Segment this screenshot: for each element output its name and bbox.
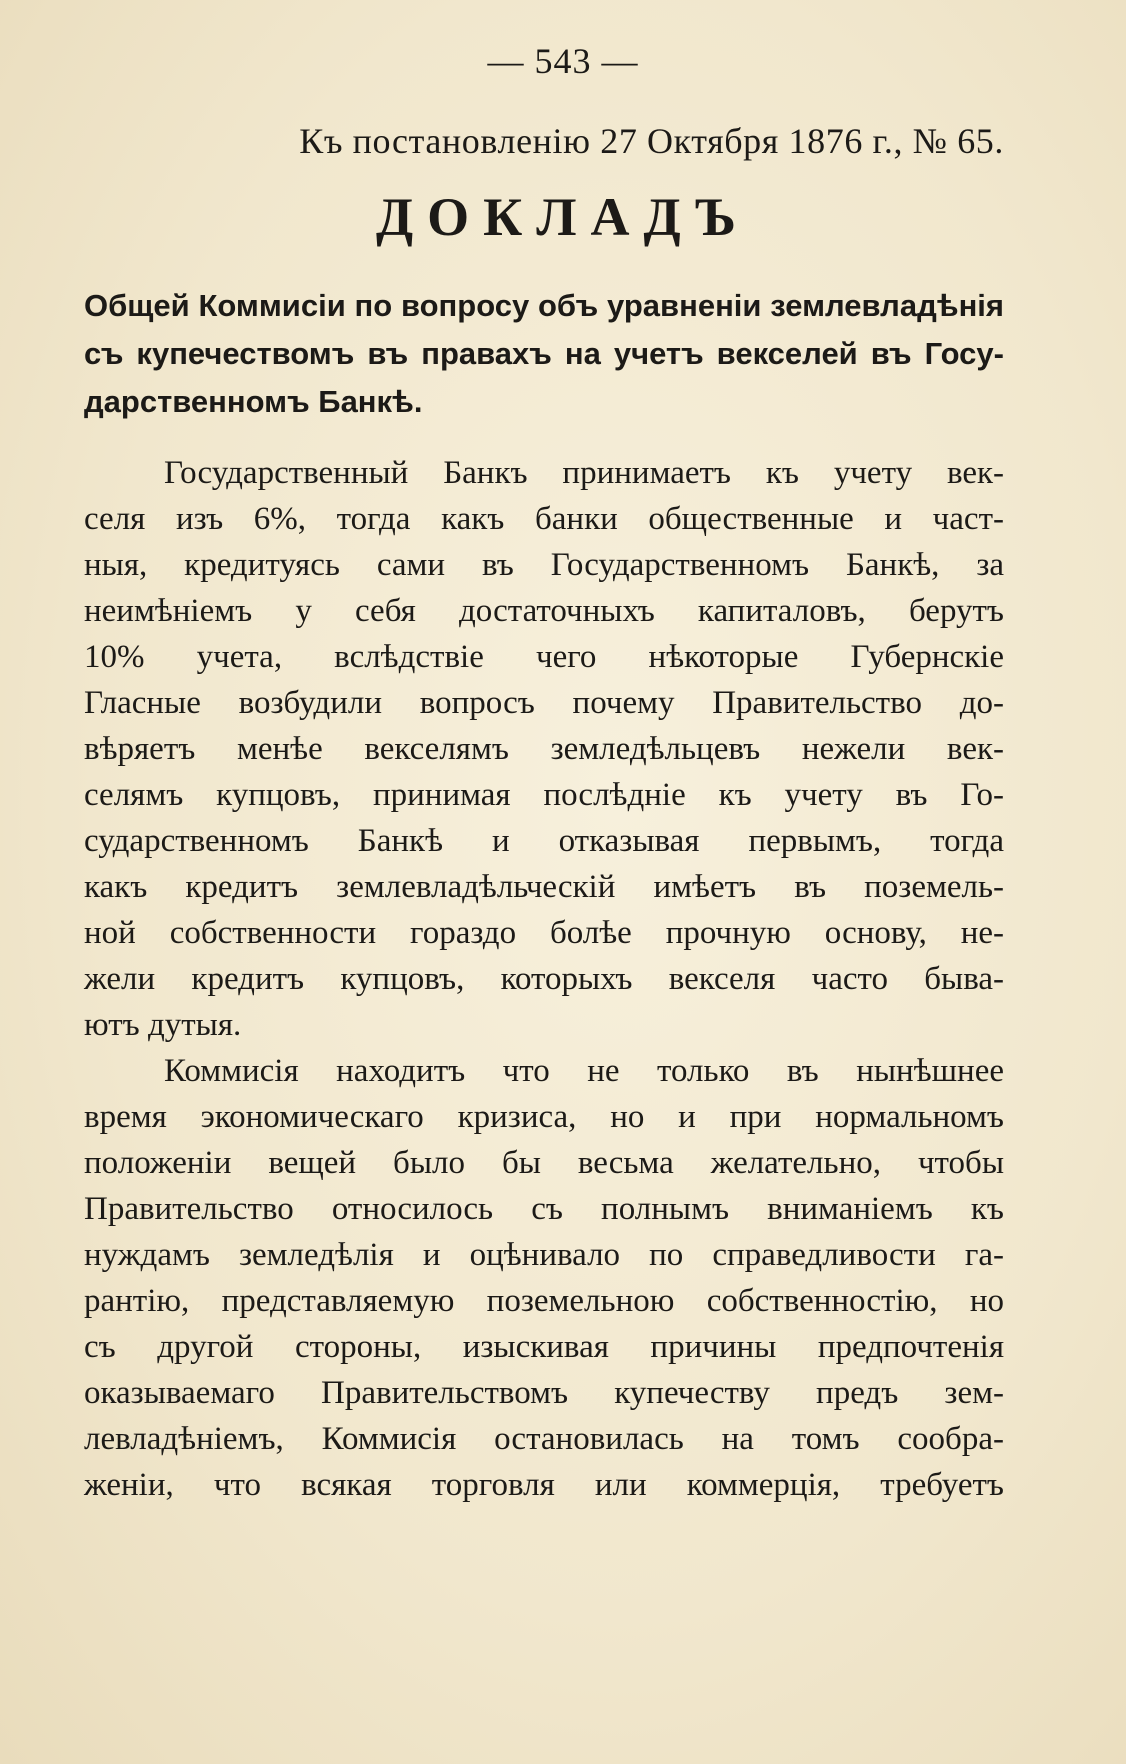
text-line: левладѣніемъ, Коммисія остановилась на томъ сообра-	[84, 1421, 1004, 1457]
text-line: вѣряетъ менѣе векселямъ земледѣльцевъ нежели век-	[84, 731, 1004, 767]
text-line: женіи, что всякая торговля или коммерція, требуетъ	[84, 1467, 1004, 1503]
subtitle-line: съ купечествомъ въ правахъ на учетъ векселей въ Госу-	[84, 336, 1004, 371]
text-line: ютъ дутыя.	[84, 1007, 242, 1043]
document-title: ДОКЛАДЪ	[375, 187, 750, 247]
text-line: оказываемаго Правительствомъ купечеству предъ зем-	[84, 1375, 1004, 1411]
text-line: селя изъ 6%, тогда какъ банки общественные и част-	[84, 501, 1004, 537]
text-line: ной собственности гораздо болѣе прочную основу, не-	[84, 915, 1004, 951]
paragraph-1	[84, 450, 1004, 1048]
text-line: жели кредитъ купцовъ, которыхъ векселя часто быва-	[84, 961, 1004, 997]
text-line: ныя, кредитуясь сами въ Государственномъ Банкѣ, за	[84, 547, 1004, 583]
text-line: съ другой стороны, изыскивая причины предпочтенія	[84, 1329, 1004, 1365]
resolution-reference: Къ постановленію 27 Октября 1876 г., № 65.	[299, 121, 1004, 161]
text-line: Правительство относилось съ полнымъ вниманіемъ къ	[84, 1191, 1004, 1227]
text-line: рантію, представляемую поземельною собственностію, но	[84, 1283, 1004, 1319]
document-subtitle	[84, 282, 1004, 426]
text-line: время экономическаго кризиса, но и при нормальномъ	[84, 1099, 1004, 1135]
text-line: неимѣніемъ у себя достаточныхъ капиталовъ, берутъ	[84, 593, 1004, 629]
subtitle-line: дарственномъ Банкѣ.	[84, 384, 423, 419]
text-line: Государственный Банкъ принимаетъ къ учету век-	[164, 455, 1004, 491]
paragraph-2	[84, 1048, 1004, 1508]
body-text	[84, 450, 1004, 1508]
text-line: Коммисія находитъ что не только въ нынѣшнее	[164, 1053, 1004, 1089]
text-line: селямъ купцовъ, принимая послѣдніе къ учету въ Го-	[84, 777, 1004, 813]
text-line: Гласные возбудили вопросъ почему Правительство до-	[84, 685, 1004, 721]
text-line: положеніи вещей было бы весьма желательно, чтобы	[84, 1145, 1004, 1181]
text-line: нуждамъ земледѣлія и оцѣнивало по справедливости га-	[84, 1237, 1004, 1273]
subtitle-line: Общей Коммисіи по вопросу объ уравненіи землевладѣнія	[84, 288, 1004, 323]
text-line: 10% учета, вслѣдствіе чего нѣкоторые Губернскіе	[84, 639, 1004, 675]
text-line: сударственномъ Банкѣ и отказывая первымъ, тогда	[84, 823, 1004, 859]
page-number: — 543 —	[487, 41, 639, 81]
text-line: какъ кредитъ землевладѣльческій имѣетъ въ поземель-	[84, 869, 1004, 905]
